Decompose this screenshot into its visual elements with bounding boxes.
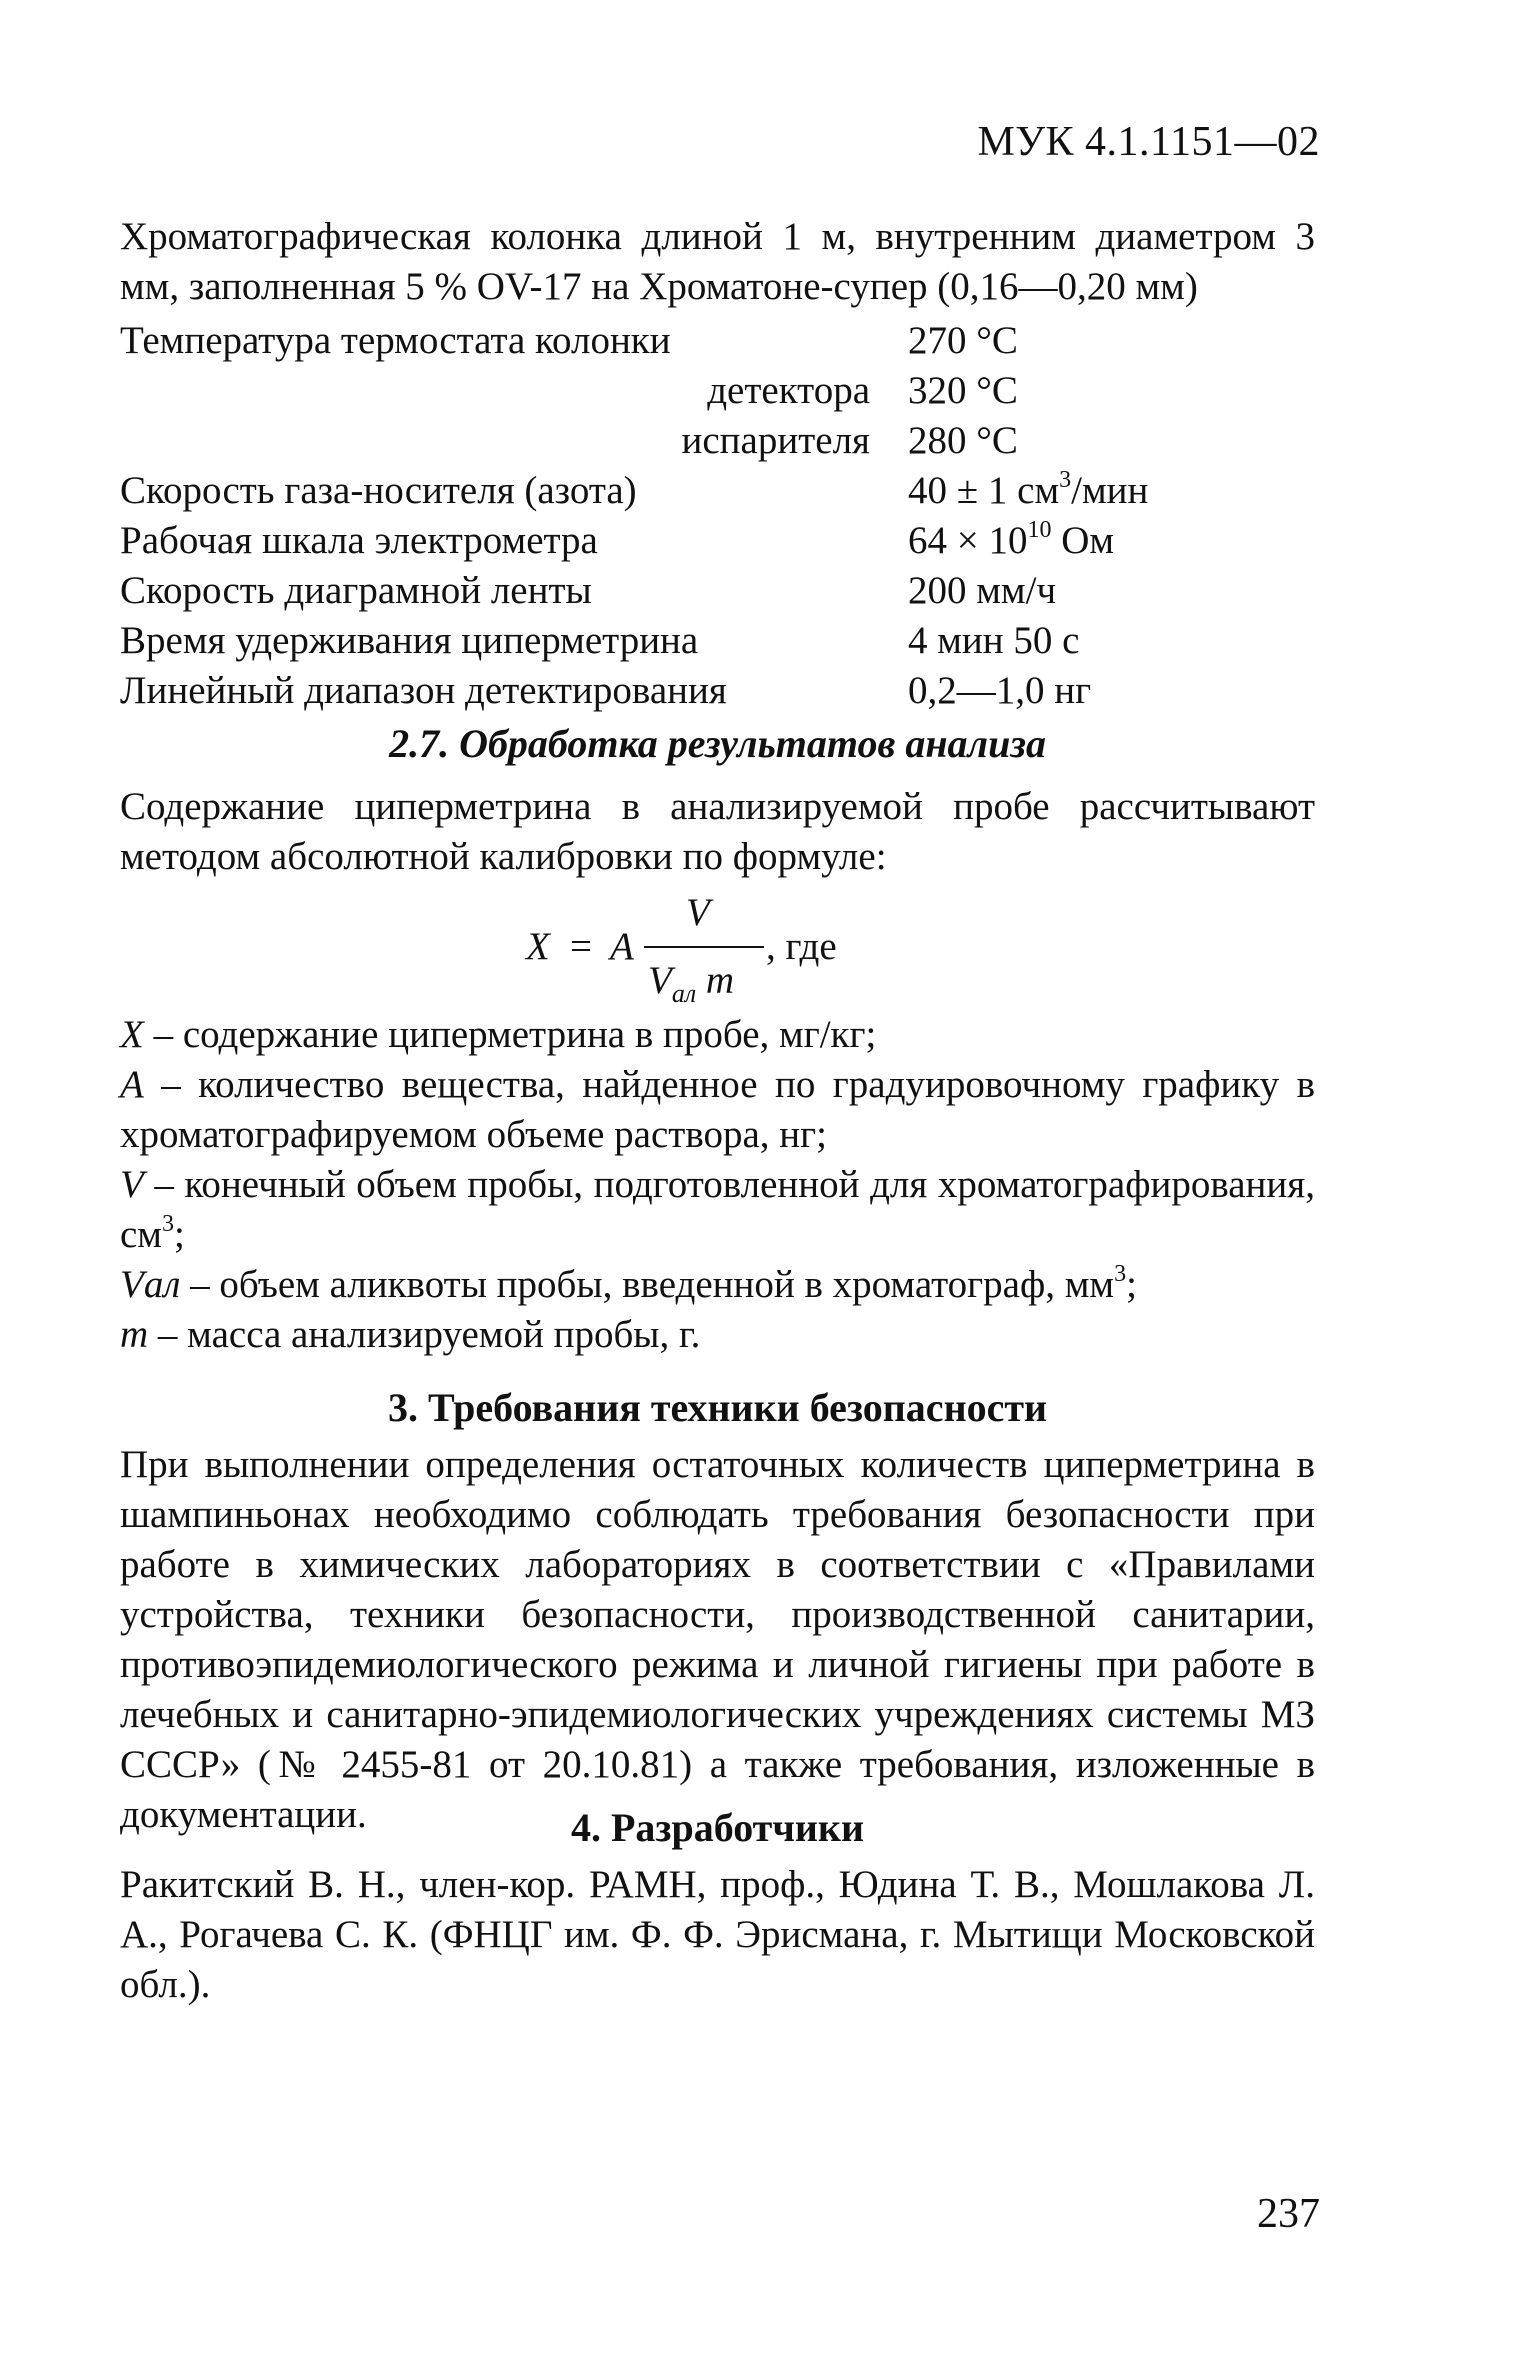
formula-where: , где: [766, 925, 837, 968]
document-code: МУК 4.1.1151—02: [977, 119, 1320, 165]
section-4-text: Ракитский В. Н., член-кор. РАМН, проф., Юдина Т. В., Мошлакова Л. А., Рогачева С. К. (ФНЦГ им. Ф. Ф. Эрисмана, г. Мытищи Московской обл.).: [120, 1863, 1315, 2006]
param-label: Скорость диаграмной ленты: [120, 569, 592, 612]
param-value: 0,2—1,0 нг: [908, 669, 1092, 712]
definition-item: Vал – объем аликвоты пробы, введенной в хроматограф, $мм^3$;: [120, 1261, 1137, 1306]
formula-numerator: V: [686, 891, 710, 934]
formula-x: X: [526, 925, 550, 968]
page-number: 237: [1257, 2191, 1320, 2237]
param-label: Температура термостата колонки: [120, 319, 671, 362]
column-description: Хроматографическая колонка длиной 1 м, внутренним диаметром 3 мм, заполненная 5 % OV-17 на Хроматоне-супер (0,16—0,20 мм): [120, 215, 1315, 308]
calculation-formula: [526, 891, 946, 1008]
param-row: [120, 466, 1320, 516]
param-value: 4 мин 50 с: [908, 619, 1080, 662]
section-2-7-text: Содержание циперметрина в анализируемой пробе рассчитывают методом абсолютной калибровки по формуле:: [120, 785, 1315, 878]
param-label: испарителя: [681, 419, 870, 462]
param-value: 280 °C: [908, 419, 1018, 462]
param-value: 40 ± 1 $см^3$/мин: [908, 467, 1149, 512]
param-label: детектора: [707, 369, 870, 412]
param-value: 200 мм/ч: [908, 569, 1057, 612]
param-row: [120, 566, 1320, 616]
param-value: 320 °C: [908, 369, 1018, 412]
param-label: Рабочая шкала электрометра: [120, 519, 598, 562]
param-label: Линейный диапазон детектирования: [120, 669, 727, 712]
definition-item: m – масса анализируемой пробы, г.: [120, 1313, 701, 1356]
param-row: [120, 366, 1320, 416]
param-value: 270 °C: [908, 319, 1018, 362]
param-value: $64 \times 10^{10}$ Ом: [908, 517, 1115, 562]
definition-item: X – содержание циперметрина в пробе, мг/кг;: [120, 1013, 877, 1056]
param-label: Время удерживания циперметрина: [120, 619, 699, 662]
formula-equals: =: [570, 925, 592, 968]
section-heading-4: 4. Разработчики: [570, 1805, 865, 1850]
section-heading-3: 3. Требования техники безопасности: [387, 1385, 1048, 1430]
definition-item: V – конечный объем пробы, подготовленной для хроматографирования, $см^3$;: [120, 1163, 1315, 1256]
parameter-table: [120, 316, 1320, 716]
param-row: [120, 516, 1320, 566]
section-3-text: При выполнении определения остаточных количеств циперметрина в шампиньонах необходимо соблюдать требования безопасности при работе в химических лабораториях в соответствии с «Правилами устройства, техники безопасности, производственной санитарии, противоэпидемиологического режима и личной гигиены при работе в лечебных и санитарно-эпидемиологических учреждениях системы МЗ СССР» (№ 2455-81 от 20.10.81) а также требования, изложенные в документации.: [120, 1443, 1315, 1836]
variable-definitions: [120, 1010, 1315, 1360]
section-heading-2-7: 2.7. Обработка результатов анализа: [389, 721, 1046, 766]
param-row: [120, 416, 1320, 466]
fraction-bar: [644, 946, 764, 948]
formula-denominator: $V_{ал}$ m: [648, 959, 735, 1008]
param-label: Скорость газа-носителя (азота): [120, 469, 637, 512]
formula-a: A: [610, 925, 634, 968]
param-row: [120, 616, 1320, 666]
param-row: [120, 316, 1320, 366]
definition-item: A – количество вещества, найденное по градуировочному графику в хроматографируемом объеме раствора, нг;: [120, 1063, 1315, 1156]
param-row: [120, 666, 1320, 716]
